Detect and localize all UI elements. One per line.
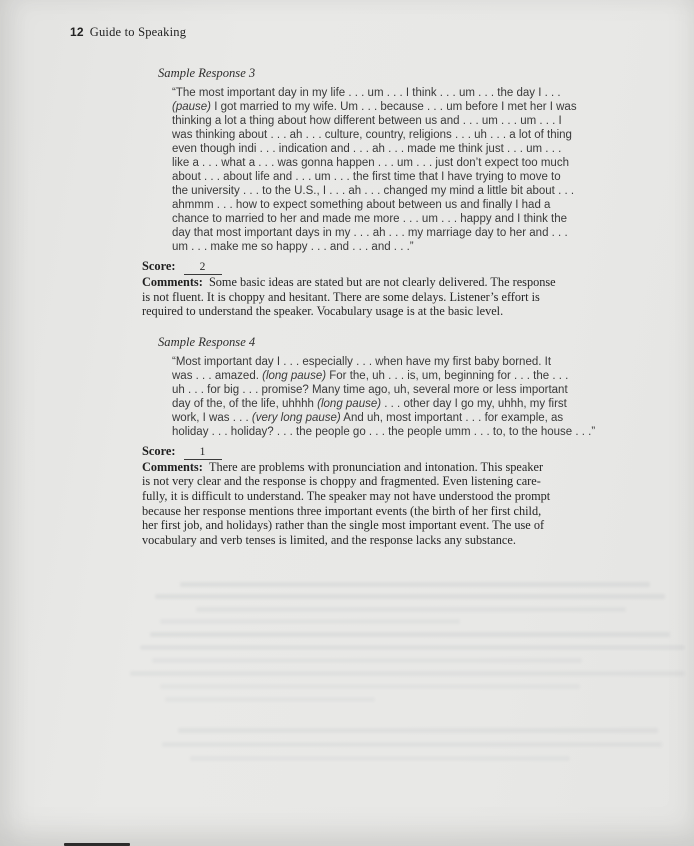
quote-line: about . . . about life and . . . um . . . the first time that I have trying to move to	[172, 171, 561, 183]
quote-line: um . . . make me so happy . . . and . . . and . . .”	[172, 241, 414, 253]
page-content	[142, 66, 650, 547]
comments-label: Comments:	[142, 459, 203, 474]
quote-line: was thinking about . . . ah . . . culture, country, religions . . . uh . . . a lot of thing	[172, 129, 572, 141]
comments-line: her first job, and holidays) rather than the single most important event. The use of	[142, 518, 545, 533]
quote-line: “The most important day in my life . . . um . . . I think . . . um . . . the day I . . .	[172, 87, 561, 99]
quote-line: work, I was . . . (very long pause) And uh, most important . . . for example, as	[172, 411, 564, 424]
score-value: 2	[184, 261, 222, 275]
comments-line: vocabulary and verb tenses is limited, and the response lacks any substance.	[142, 532, 516, 547]
quote-line: day of the, of the life, uhhhh (long pause) . . . other day I go my, uhhh, my first	[172, 397, 567, 410]
score-label: Score:	[142, 443, 176, 458]
quote-line: the university . . . to the U.S., I . . . ah . . . changed my mind a little bit about . . .	[172, 185, 575, 197]
running-head	[70, 25, 186, 40]
sample-response-3-section	[142, 66, 650, 319]
sample-response-4-section	[142, 335, 650, 548]
comments-line: is not fluent. It is choppy and hesitant. There are some delays. Listener’s effort is	[142, 289, 540, 304]
quote-line: even though indi . . . indication and . . . ah . . . made me think just . . . um . . .	[172, 143, 562, 155]
sample-quote	[172, 86, 650, 254]
comments-line: fully, it is difficult to understand. The speaker may not have understood the prompt	[142, 488, 551, 503]
comments-label: Comments:	[142, 275, 203, 289]
quote-line: holiday . . . holiday? . . . the people go . . . the people umm . . . to, to the house . . .”	[172, 425, 596, 438]
score-line	[142, 258, 650, 275]
quote-line: was . . . amazed. (long pause) For the, uh . . . is, um, beginning for . . . the . . .	[172, 369, 569, 382]
comments-line: is not very clear and the response is choppy and fragmented. Even listening care-	[142, 474, 541, 489]
quote-line: like a . . . what a . . . was gonna happen . . . um . . . just don’t expect too much	[172, 157, 569, 169]
running-head-title: Guide to Speaking	[89, 25, 187, 39]
sample-heading: Sample Response 3	[158, 66, 256, 80]
page-number: 12	[70, 25, 84, 39]
score-value: 1	[184, 446, 222, 460]
score-line	[142, 443, 650, 460]
sample-quote	[172, 355, 650, 439]
score-label: Score:	[142, 259, 176, 273]
comments-line: Comments: There are problems with pronunciation and intonation. This speaker	[142, 459, 544, 474]
comments	[142, 460, 650, 548]
quote-line: “Most important day I . . . especially . . . when have my first baby borned. It	[172, 355, 552, 368]
quote-line: day that most important days in my . . . ah . . . my marriage day to her and . . .	[172, 227, 568, 239]
comments-line: because her response mentions three important events (the birth of her first child,	[142, 503, 542, 518]
quote-line: (pause) I got married to my wife. Um . . . because . . . um before I met her I was	[172, 101, 577, 113]
comments-line: Comments: Some basic ideas are stated but are not clearly delivered. The response	[142, 275, 556, 289]
quote-line: uh . . . for big . . . promise? Many time ago, uh, several more or less important	[172, 383, 568, 396]
quote-line: ahmmm . . . how to expect something about between us and finally I had a	[172, 199, 551, 211]
quote-line: chance to married to her and made me more . . . um . . . happy and I think the	[172, 213, 568, 225]
quote-line: thinking a lot a thing about how different between us and . . . um . . . um . . . I	[172, 115, 562, 127]
comments	[142, 275, 650, 319]
sample-heading: Sample Response 4	[158, 334, 256, 349]
comments-line: required to understand the speaker. Vocabulary usage is at the basic level.	[142, 304, 504, 319]
